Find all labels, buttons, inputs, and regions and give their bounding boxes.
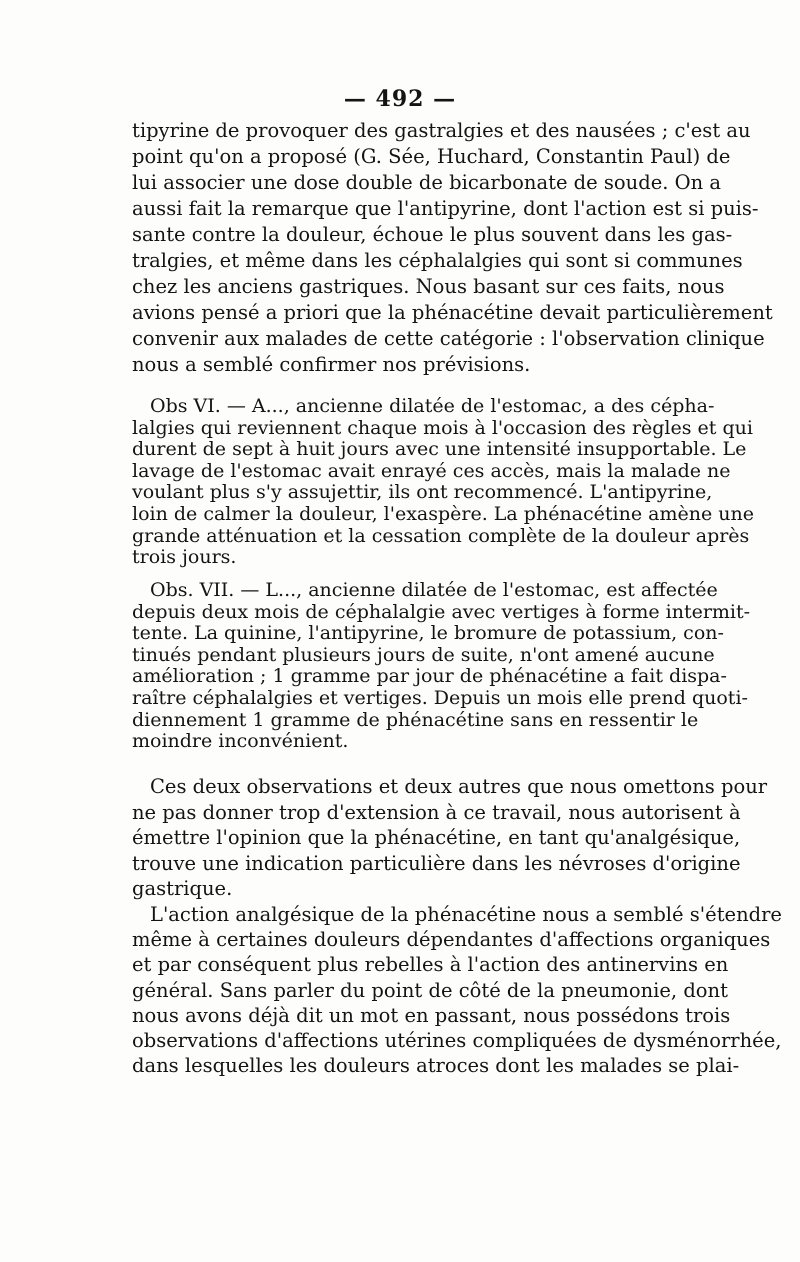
paragraph-analgesic-action xyxy=(132,902,782,1078)
text-line: nous avons déjà dit un mot en passant, nous possédons trois xyxy=(132,1003,731,1027)
observation-6 xyxy=(132,395,754,569)
page-number: — 492 — xyxy=(343,86,457,112)
text-line: avions pensé a priori que la phénacétine devait particulièrement xyxy=(132,301,773,324)
text-line: moindre inconvénient. xyxy=(132,730,349,753)
text-line: lalgies qui reviennent chaque mois à l'occasion des règles et qui xyxy=(132,416,753,439)
text-line: depuis deux mois de céphalalgie avec vertiges à forme intermit- xyxy=(132,600,751,623)
text-line: même à certaines douleurs dépendantes d'affections organiques xyxy=(132,928,771,952)
text-line: dans lesquelles les douleurs atroces dont les malades se plai- xyxy=(132,1054,740,1078)
text-line: trouve une indication particulière dans les névroses d'origine xyxy=(132,851,741,875)
paragraph-conclusion xyxy=(132,774,768,902)
text-line: amélioration ; 1 gramme par jour de phénacétine a fait dispa- xyxy=(132,665,727,688)
text-line: sante contre la douleur, échoue le plus souvent dans les gas- xyxy=(132,223,733,246)
text-line: point qu'on a proposé (G. Sée, Huchard, Constantin Paul) de xyxy=(132,145,731,168)
text-line: émettre l'opinion que la phénacétine, en tant qu'analgésique, xyxy=(132,826,741,849)
observation-7 xyxy=(132,579,751,753)
text-line: grande atténuation et la cessation complète de la douleur après xyxy=(132,524,750,547)
text-line: Ces deux observations et deux autres que nous omettons pour xyxy=(150,775,768,798)
text-line: ne pas donner trop d'extension à ce travail, nous autorisent à xyxy=(132,800,741,824)
text-line: aussi fait la remarque que l'antipyrine, dont l'action est si puis- xyxy=(132,197,759,220)
text-line: tipyrine de provoquer des gastralgies et des nausées ; c'est au xyxy=(132,119,751,142)
text-line: durent de sept à huit jours avec une intensité insupportable. Le xyxy=(132,438,747,461)
text-line: Obs VI. — A..., ancienne dilatée de l'estomac, a des cépha- xyxy=(150,395,715,417)
text-line: observations d'affections utérines compliquées de dysménorrhée, xyxy=(132,1029,782,1053)
paragraph-continuation xyxy=(132,118,773,378)
text-line: trois jours. xyxy=(132,546,237,569)
text-line: lavage de l'estomac avait enrayé ces accès, mais la malade ne xyxy=(132,459,731,482)
text-line: Obs. VII. — L..., ancienne dilatée de l'estomac, est affectée xyxy=(150,579,718,601)
text-line: général. Sans parler du point de côté de la pneumonie, dont xyxy=(132,978,728,1002)
text-line: et par conséquent plus rebelles à l'action des antinervins en xyxy=(132,953,729,977)
text-line: raître céphalalgies et vertiges. Depuis un mois elle prend quoti- xyxy=(132,686,748,709)
text-line: loin de calmer la douleur, l'exaspère. La phénacétine amène une xyxy=(132,502,754,525)
text-line: diennement 1 gramme de phénacétine sans en ressentir le xyxy=(132,708,699,731)
text-line: tinués pendant plusieurs jours de suite, n'ont amené aucune xyxy=(132,643,715,666)
text-line: gastrique. xyxy=(132,877,233,900)
text-line: chez les anciens gastriques. Nous basant sur ces faits, nous xyxy=(132,275,725,298)
text-line: L'action analgésique de la phénacétine nous a semblé s'étendre xyxy=(150,903,782,926)
text-line: nous a semblé confirmer nos prévisions. xyxy=(132,353,531,376)
text-line: convenir aux malades de cette catégorie : l'observation clinique xyxy=(132,327,765,350)
text-line: tralgies, et même dans les céphalalgies qui sont si communes xyxy=(132,249,743,272)
text-line: lui associer une dose double de bicarbonate de soude. On a xyxy=(132,171,721,194)
text-line: tente. La quinine, l'antipyrine, le bromure de potassium, con- xyxy=(132,622,724,645)
text-line: voulant plus s'y assujettir, ils ont recommencé. L'antipyrine, xyxy=(132,481,713,504)
